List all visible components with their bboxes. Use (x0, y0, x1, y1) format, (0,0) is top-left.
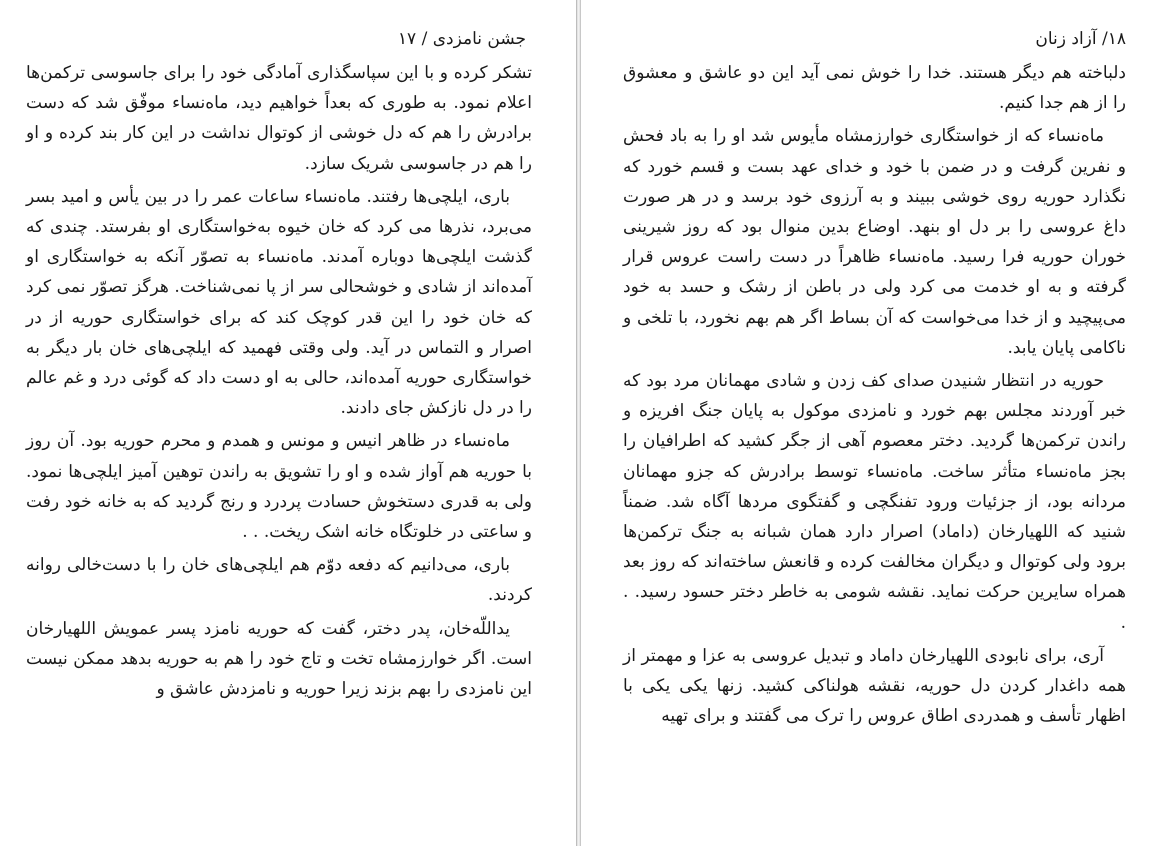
right-page (581, 0, 1156, 846)
left-paragraph-5: یداللّه‌خان، پدر دختر، گفت که حوریه نامزد پسر عمویش اللهیارخان است. اگر خوارزمشاه تخت و تاج خود را هم به حوریه بدهد ممکن نیست این نامزدی را بهم بزند زیرا حوریه و نامزدش عاشق و (26, 618, 532, 700)
left-paragraph-4: باری، می‌دانیم که دفعه دوّم هم ایلچی‌های خان را با دست‌خالی روانه کردند. (26, 555, 532, 606)
left-running-head: جشن نامزدی / ۱۷ (397, 29, 526, 49)
right-paragraph-2: ماه‌نساء که از خواستگاری خوارزمشاه مأیوس شد او را به باد فحش و نفرین گرفت و در ضمن با خود و خدای عهد بست و قسم خورد که نگذارد حوریه روی خوشی ببیند و به آرزوی خود برسد و در هر صورت داغ عروسی را بر دل او بنهد. اوضاع بدین منوال بود که روز شیرینی خوران حوریه فرا رسید. ماه‌نساء ظاهراً در دست راست عروس قرار گرفته و به او خدمت می کرد ولی در باطن از رشک و حسد به خود می‌پیچید و از خدا می‌خواست که آن بساط اگر هم بهم نخورد، با تلخی و ناکامی پایان یابد. (623, 126, 1126, 358)
right-paragraph-1: دلباخته هم دیگر هستند. خدا را خوش نمی آید این دو عاشق و معشوق را از هم جدا کنیم. (623, 63, 1126, 114)
right-paragraph-3: حوریه در انتظار شنیدن صدای کف زدن و شادی مهمانان مرد بود که خبر آوردند مجلس بهم خورد و نامزدی موکول به پایان جنگ افریزه و راندن ترکمن‌ها گردید. دختر معصوم آهی از جگر کشید که اطرافیان را بجز ماه‌نساء متأثر ساخت. ماه‌نساء توسط برادرش که جزو مهمانان مردانه بود، از جزئیات ورود تفنگچی و گفتگوی مردها آگاه شد. ضمناً شنید که اللهیارخان (داماد) اصرار دارد همان شبانه به جنگ ترکمن‌ها برود ولی کوتوال و دیگران مخالفت کرده و قانعش ساخته‌اند که روز بعد همراه سایرین حرکت نماید. نقشه شومی به خاطر دختر حسود رسید. . . (623, 371, 1126, 633)
left-paragraph-3: ماه‌نساء در ظاهر انیس و مونس و همدم و محرم حوریه بود. آن روز با حوریه هم آواز شده و او را تشویق به راندن توهین آمیز ایلچی‌ها نمود. ولی به قدری دستخوش حسادت پردرد و رنج گردید که به خانه خود رفت و ساعتی در خلوتگاه خانه اشک ریخت. . . (26, 431, 532, 543)
left-page (0, 0, 576, 846)
right-running-head: ۱۸/ آزاد زنان (1035, 29, 1126, 49)
left-paragraph-1: تشکر کرده و با این سپاسگذاری آمادگی خود را برای جاسوسی ترکمن‌ها اعلام نمود. به طوری که بعداً خواهیم دید، ماه‌نساء موفّق شد که دست برادرش را هم که دل خوشی از کوتوال نداشت در این کار بند کرده و او را هم در جاسوسی شریک سازد. (26, 63, 532, 174)
right-paragraph-4: آری، برای نابودی اللهیارخان داماد و تبدیل عروسی به عزا و مهمتر از همه داغدار کردن دل حوریه، نقشه هولناکی کشید. زنها یکی یکی با اظهار تأسف و همدردی اطاق عروس را ترک می گفتند و برای تهیه (623, 645, 1126, 727)
left-paragraph-2: باری، ایلچی‌ها رفتند. ماه‌نساء ساعات عمر را در بین یأس و امید بسر می‌برد، نذرها می کرد که خان خیوه به‌خواستگاری او بفرستد. چندی که گذشت ایلچی‌ها دوباره آمدند. ماه‌نساء به تصوّر آنکه به خواستگاری او آمده‌اند از شادی و خوشحالی سر از پا نمی‌شناخت. هرگز تصوّر نمی کرد که خان خود را این قدر کوچک کند که برای خواستگاری حوریه از در اصرار و التماس در آید. ولی وقتی فهمید که ایلچی‌های خان بار دیگر به خواستگاری حوریه آمده‌اند، حالی به او دست داد که گوئی درد و غم عالم را در دل نازکش جای دادند. (26, 186, 532, 419)
